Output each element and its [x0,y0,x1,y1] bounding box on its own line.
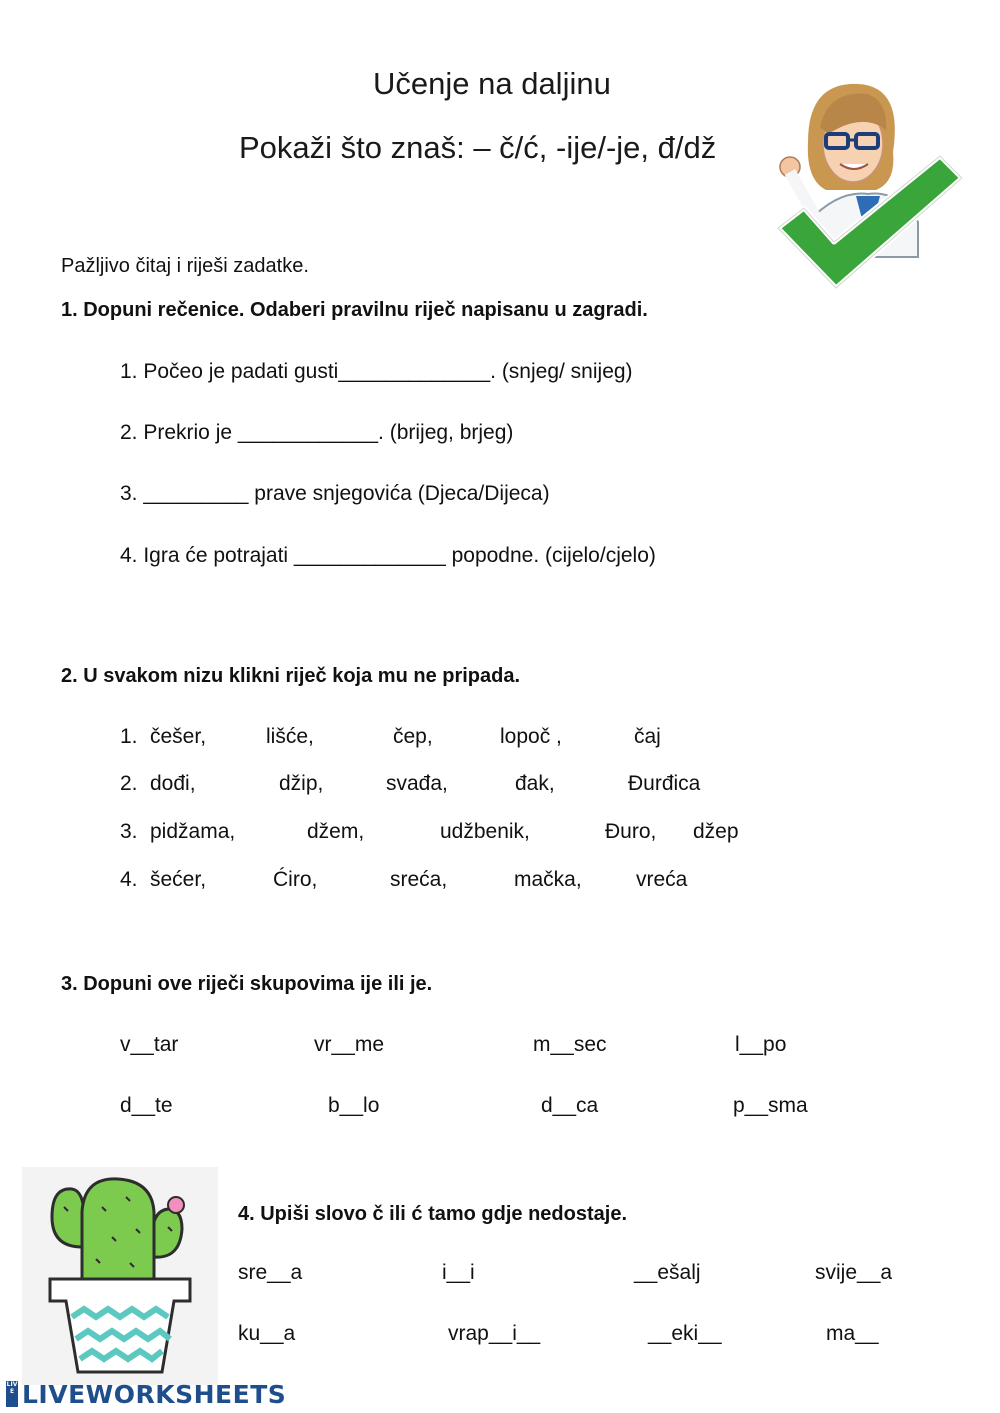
task3-word-blank[interactable]: m__sec [533,1033,607,1056]
task4-word-blank[interactable]: ma__ [826,1322,879,1345]
task1-sentence[interactable]: 4. Igra će potrajati _____________ popodne. (cijelo/cjelo) [120,544,656,567]
task2-word[interactable]: lopoč , [500,725,562,748]
task3-word-blank[interactable]: l__po [735,1033,787,1056]
task2-word[interactable]: udžbenik, [440,820,530,843]
task2-word[interactable]: čaj [634,725,661,748]
task4-word-blank[interactable]: sre__a [238,1261,303,1284]
task2-heading: 2. U svakom nizu klikni riječ koja mu ne pripada. [61,665,521,687]
task4-word-blank[interactable]: __ešalj [634,1261,701,1284]
task2-word[interactable]: lišće, [266,725,314,748]
task2-row-number: 2. [120,772,138,795]
liveworksheets-logo[interactable] [6,1380,286,1408]
task2-word[interactable]: sreća, [390,868,448,891]
intro-text: Pažljivo čitaj i riješi zadatke. [61,255,309,277]
task2-row-number: 4. [120,868,138,891]
task4-word-blank[interactable]: i__i [442,1261,475,1284]
task2-word[interactable]: mačka, [514,868,582,891]
page-title: Učenje na daljinu [373,66,611,101]
task2-word[interactable]: Đurđica [628,772,701,795]
task2-word[interactable]: Đuro, [605,820,657,843]
task3-word-blank[interactable]: d__te [120,1094,173,1117]
cactus-icon [22,1167,218,1385]
task1-sentence[interactable]: 1. Počeo je padati gusti_____________. (snjeg/ snijeg) [120,360,633,383]
task2-row-number: 3. [120,820,138,843]
task2-word[interactable]: češer, [150,725,207,748]
task3-word-blank[interactable]: p__sma [733,1094,808,1117]
task3-word-blank[interactable]: vr__me [314,1033,385,1056]
task1-sentence[interactable]: 2. Prekrio je ____________. (brijeg, brjeg) [120,421,514,444]
task4-word-blank[interactable]: __eki__ [648,1322,722,1345]
task1-sentence[interactable]: 3. _________ prave snjegovića (Djeca/Dijeca) [120,482,550,505]
page-subtitle: Pokaži što znaš: – č/ć, -ije/-je, đ/dž [239,130,717,165]
task4-word-blank[interactable]: vrap__i__ [448,1322,541,1345]
task2-word[interactable]: vreća [636,868,688,891]
task2-word[interactable]: šećer, [150,868,207,891]
task4-heading: 4. Upiši slovo č ili ć tamo gdje nedostaje. [238,1203,627,1225]
task2-word[interactable]: đak, [515,772,555,795]
task4-word-blank[interactable]: svije__a [815,1261,893,1284]
task3-word-blank[interactable]: b__lo [328,1094,380,1117]
task2-word[interactable]: džem, [307,820,365,843]
task3-word-blank[interactable]: d__ca [541,1094,599,1117]
logo-badge: LIVE [6,1381,18,1407]
task2-word[interactable]: Ćiro, [273,868,318,891]
task3-heading: 3. Dopuni ove riječi skupovima ije ili je. [61,973,433,995]
task2-word[interactable]: džep [693,820,739,843]
task2-row-number: 1. [120,725,138,748]
task3-word-blank[interactable]: v__tar [120,1033,179,1056]
task2-word[interactable]: svađa, [386,772,448,795]
checkmark-icon [772,150,967,295]
task2-word[interactable]: džip, [279,772,324,795]
task1-heading: 1. Dopuni rečenice. Odaberi pravilnu riječ napisanu u zagradi. [61,299,648,321]
task2-word[interactable]: dođi, [150,772,196,795]
task2-word[interactable]: pidžama, [150,820,236,843]
logo-text: LIVEWORKSHEETS [22,1379,287,1409]
task4-word-blank[interactable]: ku__a [238,1322,296,1345]
task2-word[interactable]: čep, [393,725,433,748]
